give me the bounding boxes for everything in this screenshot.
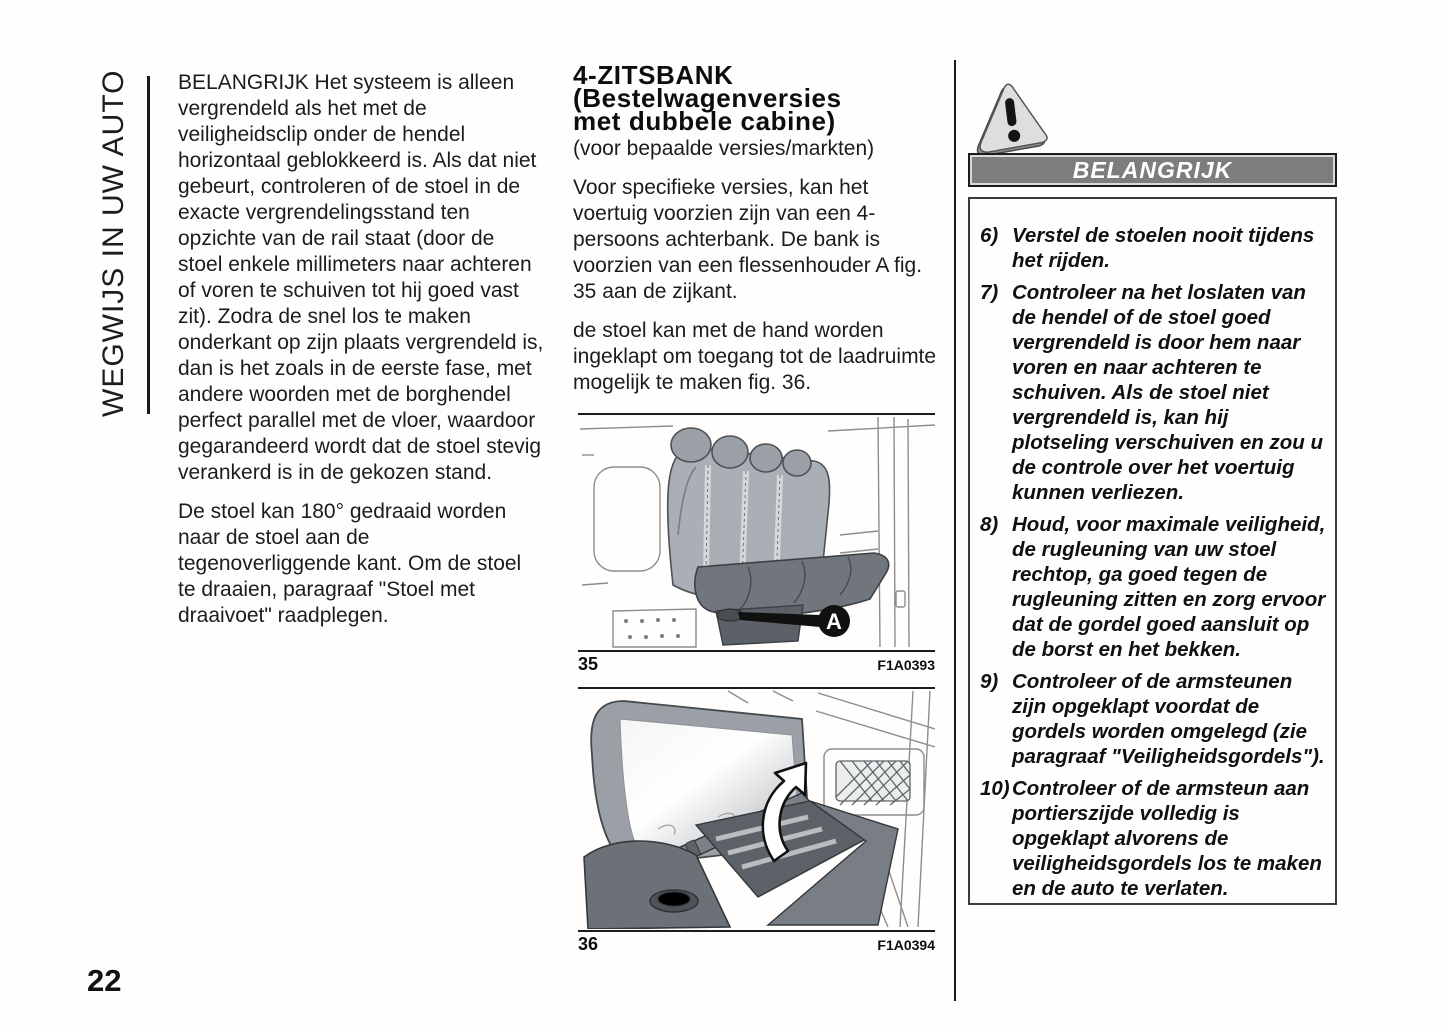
- body-paragraph: BELANGRIJK Het systeem is alleen vergrendeld als het met de veiligheidsclip onder de hendel horizontaal geblokkeerd is. Als dat niet gebeurt, controleren of de stoel in de exacte vergrendelingsstand ten opzichte van de rail staat (door de stoel enkele millimeters naar achteren of voren te schuiven tot hij goed vast zit). Zodra de snel los te maken onderkant op zijn plaats vergrendeld is, dan is het zoals in de eerste fase, met andere woorden met de borghendel perfect parallel met de vloer, waardoor gegarandeerd wordt dat de stoel stevig verankerd is in de gekozen stand.: [178, 71, 544, 484]
- warning-list-box: [968, 197, 1337, 905]
- figure-36-number: 36: [578, 934, 599, 954]
- chapter-rule: [147, 76, 150, 414]
- figure-rule: [578, 650, 935, 652]
- figure-35-number: 35: [578, 654, 599, 674]
- warning-item-7: [980, 280, 1327, 505]
- warning-item-number: 9): [980, 670, 999, 693]
- figure-36-code: F1A0394: [877, 937, 935, 953]
- warning-item-text: Houd, voor maximale veiligheid, de rugleuning van uw stoel rechtop, ga goed tegen de rugleuning zitten en zorg ervoor dat de gordel goed aansluit op de borst en het bekken.: [1012, 513, 1326, 661]
- figure-35-illustration: [578, 415, 935, 649]
- body-paragraph: De stoel kan 180° gedraaid worden naar de stoel aan de tegenoverliggende kant. Om de stoel te draaien, paragraaf "Stoel met draaivoet" raadplegen.: [178, 500, 522, 627]
- body-paragraph: de stoel kan met de hand worden ingeklapt om toegang tot de laadruimte mogelijk te maken fig. 36.: [573, 319, 937, 394]
- section-heading-line2: (Bestelwagenversies: [573, 83, 842, 113]
- chapter-label-vertical: WEGWIJS IN UW AUTO: [97, 69, 130, 417]
- warning-item-9: [980, 669, 1327, 769]
- warning-item-text: Controleer of de armsteunen zijn opgeklapt voordat de gordels worden omgelegd (zie paragraaf "Veiligheidsgordels").: [1012, 670, 1325, 768]
- warning-banner: [968, 153, 1337, 187]
- warning-item-number: 6): [980, 224, 999, 247]
- column-left: [178, 70, 544, 642]
- warning-item-text: Controleer na het loslaten van de hendel of de stoel goed vergrendeld is door hem naar voren en naar achteren te schuiven. Als de stoel niet vergrendeld is, kan hij plotseling verschuiven en zou u de controle over het voertuig kunnen verliezen.: [1012, 281, 1323, 504]
- figure-35-code: F1A0393: [877, 657, 935, 673]
- warning-item-number: 7): [980, 281, 999, 304]
- warning-item-10: [980, 776, 1327, 901]
- page-number: 22: [87, 963, 122, 998]
- warning-triangle-icon: [971, 80, 1053, 156]
- warning-item-6: [980, 223, 1327, 273]
- body-paragraph: Voor specifieke versies, kan het voertuig voorzien zijn van een 4-persoons achterbank. De bank is voorzien van een flessenhouder A fig. 35 aan de zijkant.: [573, 176, 923, 303]
- warning-banner-title: BELANGRIJK: [1072, 156, 1233, 183]
- figure-36-illustration: [578, 689, 935, 929]
- figure-35-callout-a: A: [826, 609, 842, 634]
- section-heading-line3: met dubbele cabine): [573, 106, 836, 136]
- warning-item-8: [980, 512, 1327, 662]
- warning-item-text: Verstel de stoelen nooit tijdens het rijden.: [1012, 224, 1315, 272]
- warning-item-number: 8): [980, 513, 999, 536]
- column-middle: [573, 60, 937, 409]
- column-divider: [954, 60, 956, 1001]
- warning-item-number: 10): [980, 777, 1010, 800]
- figure-rule: [578, 930, 935, 932]
- section-heading-line1: 4-ZITSBANK: [573, 60, 734, 90]
- section-subtitle: (voor bepaalde versies/markten): [573, 137, 875, 160]
- warning-item-text: Controleer of de armsteun aan portierszijde volledig is opgeklapt alvorens de veiligheidsgordels los te maken en de auto te verlaten.: [1012, 777, 1322, 900]
